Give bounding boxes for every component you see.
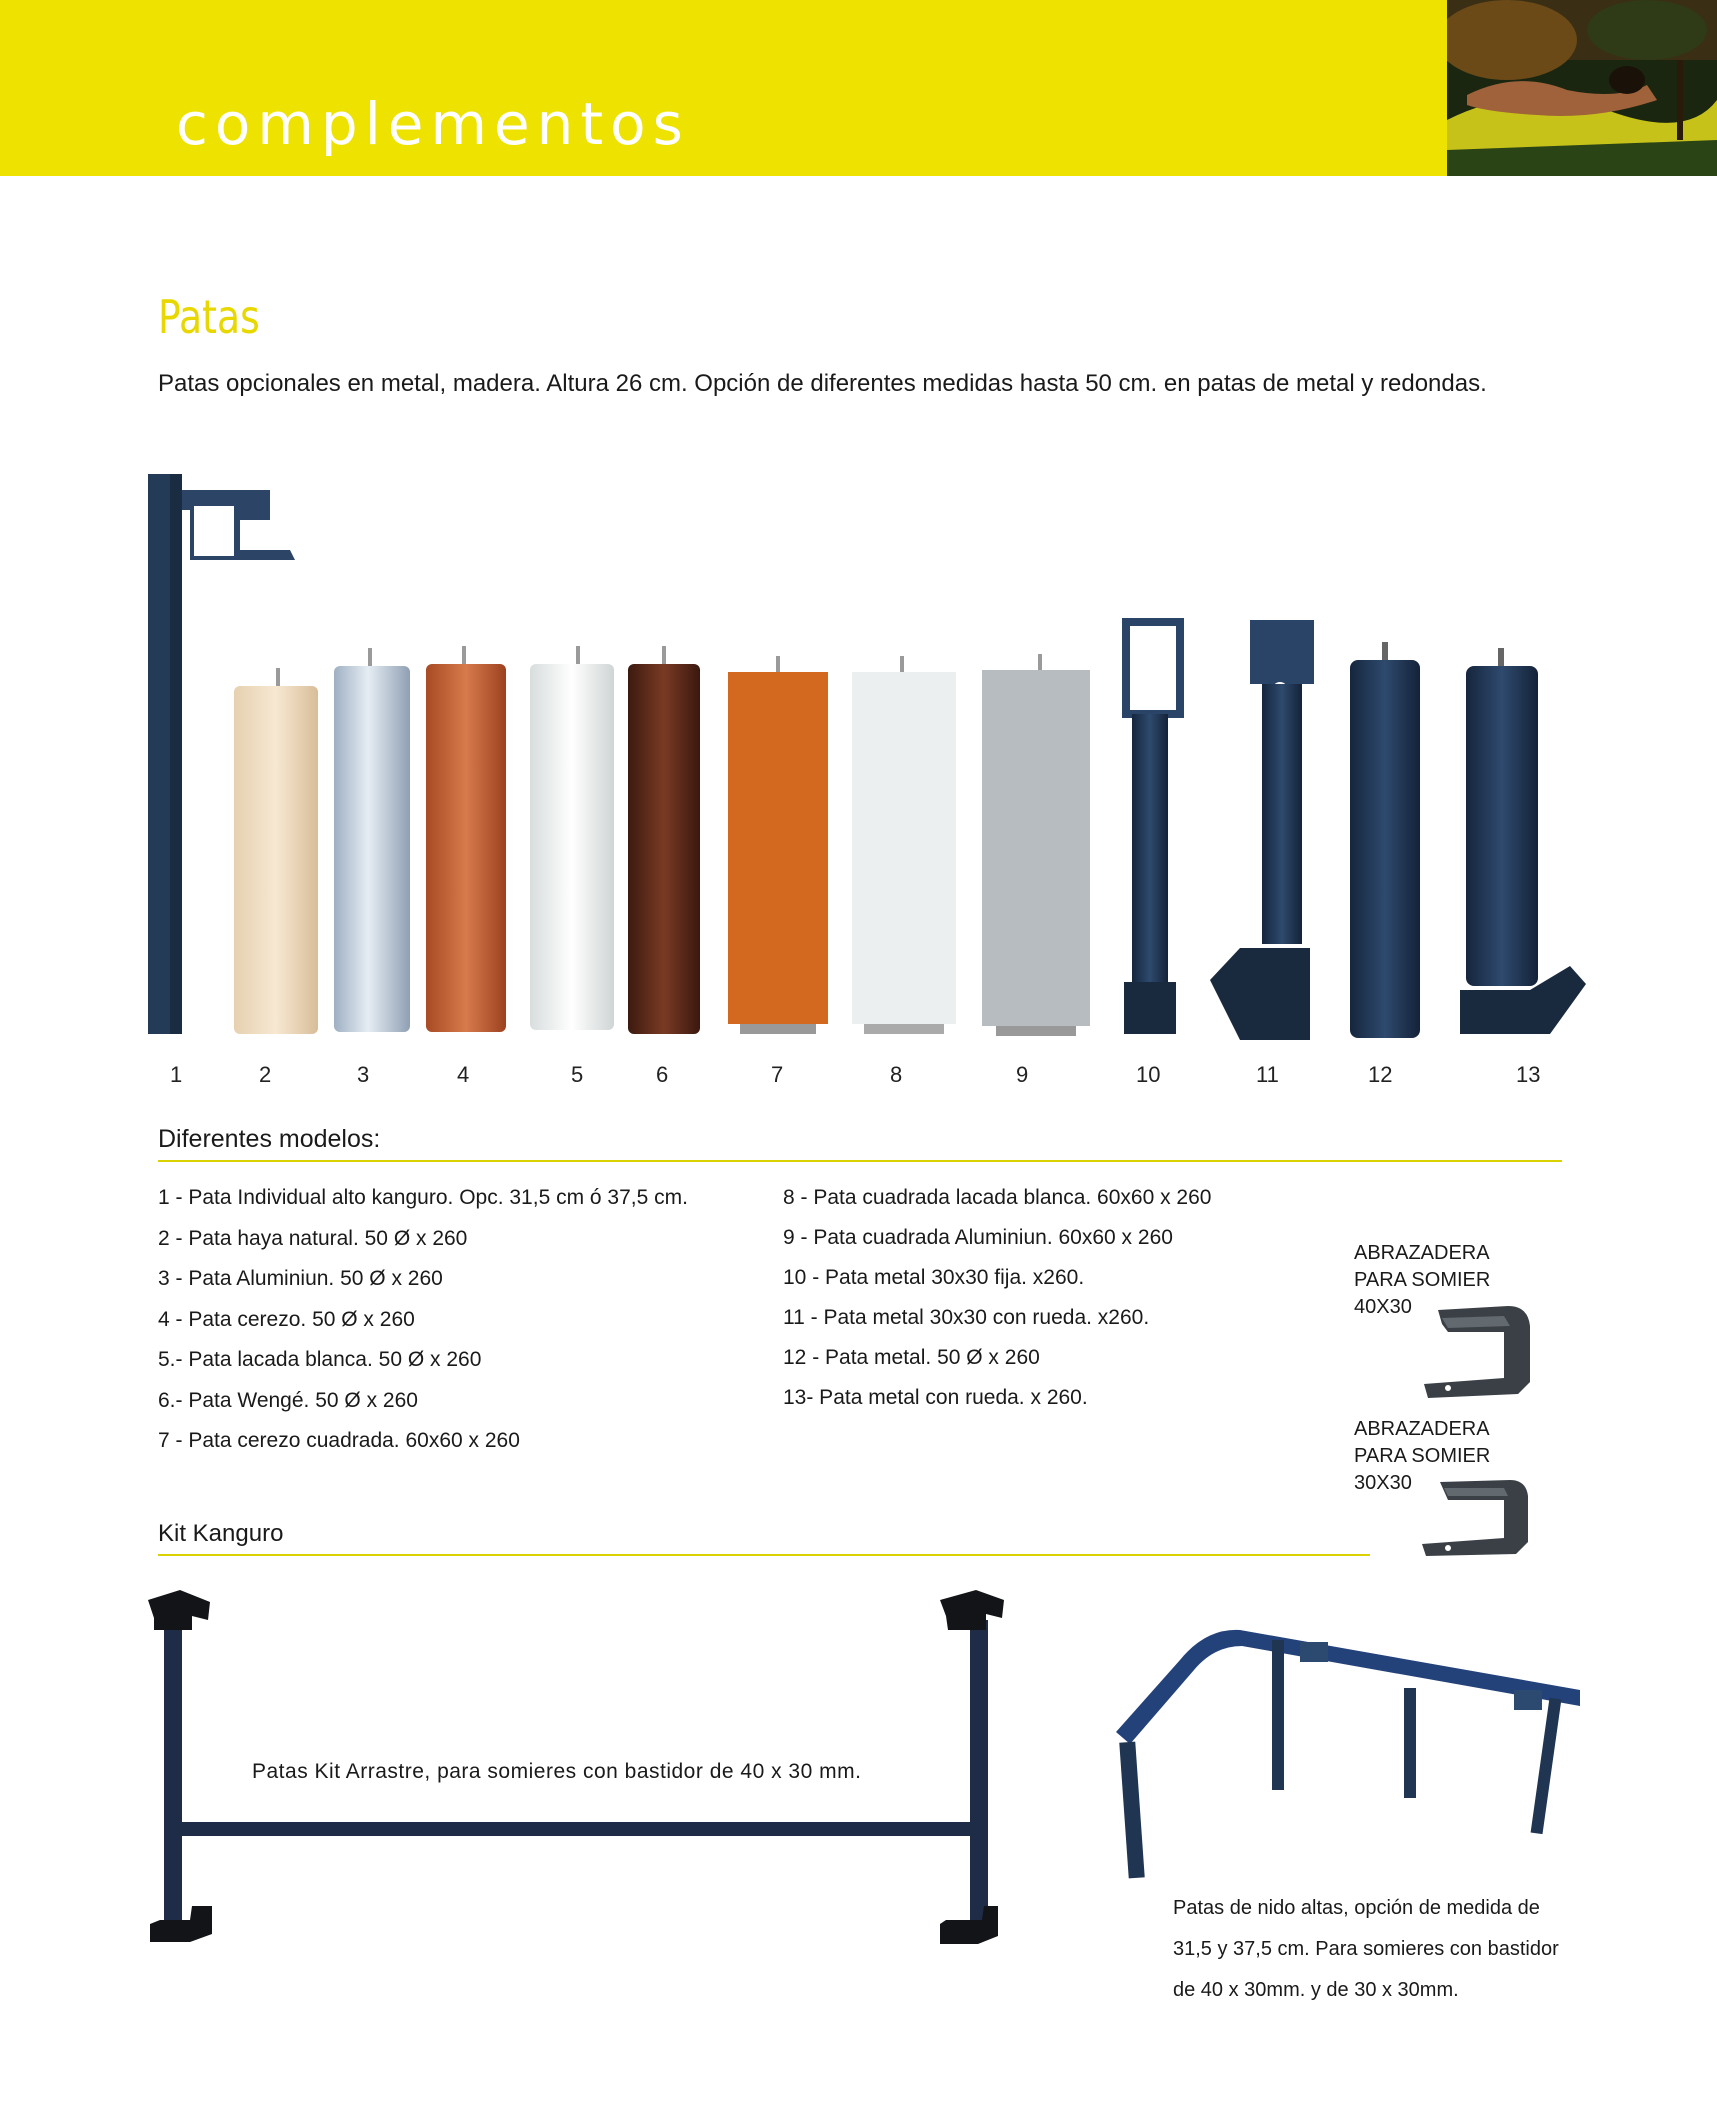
- model-item: 11 - Pata metal 30x30 con rueda. x260.: [783, 1306, 1150, 1329]
- models-rule: [158, 1160, 1562, 1162]
- leg-number-2: 2: [259, 1062, 272, 1087]
- leg-number-5: 5: [571, 1062, 584, 1087]
- section-title: Patas: [158, 290, 260, 344]
- abrazadera-40x30-image: [1418, 1302, 1538, 1402]
- intro-text: Patas opcionales en metal, madera. Altura 26 cm. Opción de diferentes medidas hasta 50 cm. en patas de metal y redondas.: [158, 370, 1487, 397]
- leg-number-1: 1: [170, 1062, 183, 1087]
- model-item: 8 - Pata cuadrada lacada blanca. 60x60 x 260: [783, 1186, 1212, 1209]
- models-heading: Diferentes modelos:: [158, 1125, 381, 1153]
- leg-number-12: 12: [1368, 1062, 1393, 1087]
- leg-number-10: 10: [1136, 1062, 1161, 1087]
- model-item: 6.- Pata Wengé. 50 Ø x 260: [158, 1388, 418, 1412]
- nido-note: Patas de nido altas, opción de medida de 31,5 y 37,5 cm. Para somieres con bastidor de 40 x 30mm. y de 30 x 30mm.: [1173, 1897, 1559, 2001]
- model-item: 5.- Pata lacada blanca. 50 Ø x 260: [158, 1348, 482, 1371]
- leg-number-13: 13: [1516, 1062, 1541, 1087]
- model-item: 3 - Pata Aluminiun. 50 Ø x 260: [158, 1267, 443, 1290]
- leg-number-6: 6: [656, 1062, 669, 1087]
- model-item: 12 - Pata metal. 50 Ø x 260: [783, 1346, 1040, 1369]
- models-list-left: [158, 1178, 688, 1462]
- leg-number-7: 7: [771, 1062, 784, 1087]
- abrazadera-30x30-label: ABRAZADERA PARA SOMIER 30X30: [1354, 1418, 1491, 1494]
- kit-heading: Kit Kanguro: [158, 1520, 284, 1547]
- kit-rule: [158, 1554, 1370, 1556]
- leg-number-11: 11: [1256, 1062, 1279, 1087]
- legs-photo: [130, 460, 1630, 1060]
- leg-number-4: 4: [457, 1062, 470, 1087]
- model-item: 9 - Pata cuadrada Aluminiun. 60x60 x 260: [783, 1226, 1173, 1249]
- model-item: 10 - Pata metal 30x30 fija. x260.: [783, 1266, 1085, 1289]
- models-list-right: [783, 1178, 1211, 1418]
- leg-number-8: 8: [890, 1062, 903, 1087]
- model-item: 4 - Pata cerezo. 50 Ø x 260: [158, 1307, 415, 1331]
- model-item: 7 - Pata cerezo cuadrada. 60x60 x 260: [158, 1429, 520, 1452]
- nido-legs-image: [1110, 1614, 1590, 1884]
- abrazadera-30x30-image: [1418, 1476, 1538, 1560]
- model-item: 1 - Pata Individual alto kanguro. Opc. 31,5 cm ó 37,5 cm.: [158, 1186, 688, 1209]
- header-painting-image: [1447, 0, 1717, 176]
- leg-number-9: 9: [1016, 1062, 1029, 1087]
- page-header-title: complementos: [176, 90, 690, 158]
- abrazadera-40x30-label: ABRAZADERA PARA SOMIER 40X30: [1354, 1242, 1491, 1318]
- model-item: 13- Pata metal con rueda. x 260.: [783, 1386, 1088, 1409]
- leg-number-3: 3: [357, 1062, 370, 1087]
- model-item: 2 - Pata haya natural. 50 Ø x 260: [158, 1226, 468, 1250]
- kit-arrastre-note: Patas Kit Arrastre, para somieres con bastidor de 40 x 30 mm.: [252, 1760, 862, 1783]
